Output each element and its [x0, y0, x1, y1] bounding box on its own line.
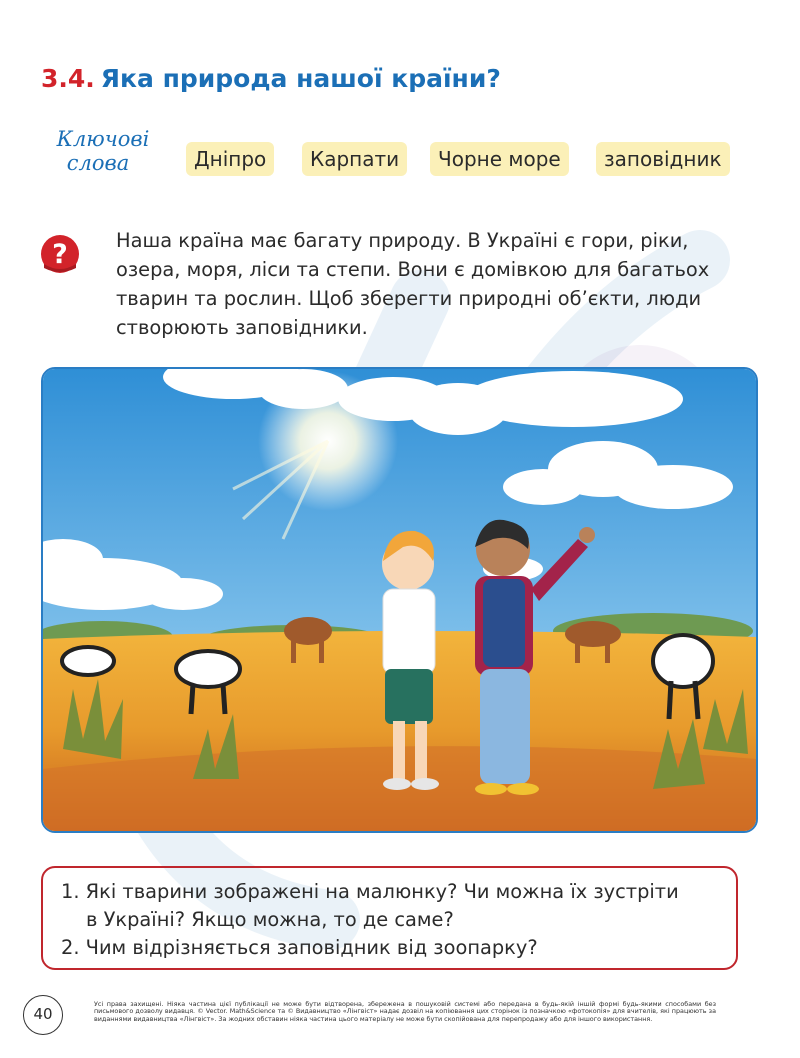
svg-text:?: ?	[52, 239, 68, 270]
questions-box	[41, 866, 738, 970]
question-1-line-1: 1. Які тварини зображені на малюнку? Чи можна їх зустріти	[61, 880, 679, 903]
question-2: 2. Чим відрізняється заповідник від зоопарку?	[61, 936, 538, 959]
savanna-illustration	[41, 367, 758, 833]
question-1-line-2: в Україні? Якщо можна, то де саме?	[86, 908, 454, 931]
keywords-label: Ключові слова	[56, 127, 150, 175]
question-mark-icon	[40, 234, 80, 274]
keyword-chip: Дніпро	[186, 142, 274, 176]
section-title	[41, 64, 501, 93]
keyword-chip: Карпати	[302, 142, 407, 176]
intro-paragraph: Наша країна має багату природу. В Україні є гори, ріки, озера, моря, ліси та степи. Вони є домівкою для багатьох тварин та рослин. Щоб зберегти природні об’єкти, люди створюють заповідники.	[116, 229, 710, 339]
page-number: 40	[23, 995, 63, 1035]
keyword-chip: заповідник	[596, 142, 730, 176]
keyword-chip: Чорне море	[430, 142, 569, 176]
section-heading: Яка природа нашої країни?	[100, 64, 501, 93]
copyright-footer: Усі права захищені. Ніяка частина цієї публікації не може бути відтворена, збережена в пошуковій системі або передана в будь-якій іншій формі будь-якими способами без письмового дозволу видавця. © Vector. Math&Science та © Видавництво «Лінгвіст» надає дозвіл на копіювання цих сторінок із позначкою «фотокопія» для вчителів, які працюють за виданнями видавництва «Лінгвіст». За жодних обставин ніяка частина цього матеріалу не може бути скопійована для перепродажу або для іншого використання.	[94, 1000, 716, 1023]
section-number: 3.4.	[41, 64, 95, 93]
